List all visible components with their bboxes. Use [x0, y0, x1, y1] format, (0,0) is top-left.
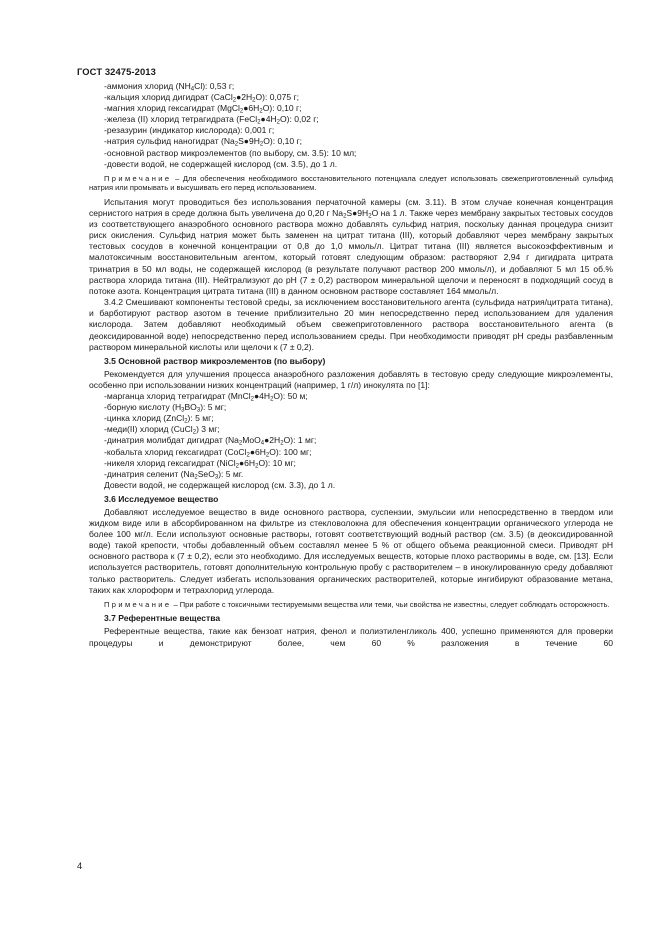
page-content [89, 81, 613, 649]
list-item: -динатрия селенит $(Na_2SeO_3)$: 5 мг. [104, 468, 244, 481]
list-item: -магния хлорид гексагидрат $(MgCl_2●6H_2O)$: 0,10 г; [104, 103, 302, 115]
page-number: 4 [77, 860, 83, 871]
note-label: Примечание [104, 599, 172, 609]
list-item: -меди(II) хлорид (CuCl$_2$) 3 мг; [104, 424, 220, 436]
list-item: -резазурин (индикатор кислорода): 0,001 г; [104, 125, 275, 136]
list-item: -кальция хлорид дигидрат $(CaCl_2●2H_2O)$: 0,075 г; [104, 92, 300, 104]
list-item: -кобальта хлорид гексагидрат $(CoCl_2●6H_2O)$: 100 мг; [104, 446, 312, 458]
paragraph-3-7: Референтные вещества, такие как бензоат натрия, фенол и полиэтиленгликоль 400, успешно применяются для проверки процедуры и демонстрируют более, чем 60 % разложения в течение 60 [89, 626, 613, 648]
list-item: -аммония хлорид $(NH_4Cl)$: 0,53 г; [104, 81, 235, 93]
list-item: -никеля хлорид гексагидрат $(NiCl_2●6H_2O)$: 10 мг; [104, 457, 296, 470]
paragraph-3-6: Добавляют исследуемое вещество в виде основного раствора, суспензии, эмульсии или непосредственно в твердом или жидком виде или в абсорбированном на фильтре из стекловолокна для обеспечения концентрации органического углерода не более 100 мг/л. Если используют основные растворы, готовят соответствующий водный раствор (см. 3.5) (в деоксидированной воде) такой крепости, чтобы добавленный объем составлял менее 5 % от общего объема реакционной смеси. Приводят pH основного раствора к (7 ± 0,2), если это необходимо. Для исследуемых веществ, которые плохо растворимы в воде, см. [13]. Если используется растворитель, готовят дополнительную контрольную пробу с растворителем – в инокулированную среду добавляют только растворитель. Следует избегать использования органических растворителей, которые ингибируют образование метана, таких как хлороформ и тетрахлорид углерода. [89, 506, 613, 595]
note-sodium-sulfide [89, 174, 613, 193]
list-item: -железа (II) хлорид тетрагидрата $(FeCl_2●4H_2O)$: 0,02 г; [104, 114, 319, 126]
note-toxic-substances [89, 600, 613, 610]
standard-header: ГОСТ 32475-2013 [77, 66, 156, 77]
list-item: -цинка хлорид (ZnCl$_2$): 5 мг; [104, 413, 214, 425]
trace-element-list [89, 391, 613, 480]
note-text: – При работе с токсичными тестируемыми вещества или теми, чьи свойства не известны, следует соблюдать осторожность. [171, 599, 610, 609]
note-label: Примечание [104, 173, 172, 183]
paragraph-3-5: Рекомендуется для улучшения процесса анаэробного разложения добавлять в тестовую среду следующие микроэлементы, особенно при использовании низких концентраций (например, 1 г/л) инокулята по [1]: [89, 368, 613, 390]
note-text: – Для обеспечения необходимого восстановительного потенциала следует использовать свежеприготовленный сульфид натрия или промывать и высушивать его перед использованием. [89, 173, 613, 193]
section-heading-3-6: 3.6 Исследуемое вещество [104, 493, 219, 504]
paragraph-glovebox: Испытания могут проводиться без использования перчаточной камеры (см. 3.11). В этом случае конечная концентрация сернистого натрия в среде должна быть увеличена до 0,20 г $Na_2S●9H_2O$ на 1 л. Также через мембрану закрытых тестовых сосудов из соответствующего анаэробного основного раствора можно добавлять сульфид натрия, поскольку данная процедура снизит риск окисления. Сульфид натрия может быть заменен на цитрат титана (III), который добавляют через мембрану закрытых тестовых сосудов в конечной концентрации от 0,8 до 1,0 ммоль/л. Цитрат титана (III) является высокоэффективным и малотоксичным восстановительным агентом, который готовят следующим образом: растворяют 2,94 г дигидрата цитрата тринатрия в 50 мл воды, не содержащей кислород (в результате получают раствор 200 ммоль/л), и добавляют 5 мл 15 об.% раствора хлорида титана (III). Нейтрализуют до pH (7 ± 0,2) раствором минеральной щелочи и переносят в подходящий сосуд в потоке азота. Концентрация цитрата титана (III) в данном основном растворе составляет 164 ммоль/л. [89, 196, 613, 296]
section-heading-3-7: 3.7 Референтные вещества [104, 613, 221, 624]
paragraph-3-4-2: 3.4.2 Смешивают компоненты тестовой среды, за исключением восстановительного агента (сульфида натрия/цитрата титана), и барботируют раствор азотом в течение приблизительно 20 мин непосредственно перед использованием для удаления кислорода. Затем добавляют необходимый объем свежеприготовленного раствора восстановительного агента (в деоксидированной воде) непосредственно перед использованием среды. При необходимости приводят pH среды разбавленным раствором минеральной кислоты или щелочи к (7 ± 0,2). [89, 297, 613, 352]
list-item: -марганца хлорид тетрагидрат $(MnCl_2●4H_2O)$: 50 м; [104, 391, 308, 403]
paragraph-3-5-end: Довести водой, не содержащей кислород (см. 3.3), до 1 л. [104, 479, 336, 490]
list-item: -основной раствор микроэлементов (по выбору, см. 3.5): 10 мл; [104, 147, 357, 158]
list-item: -натрия сульфид наногидрат $(Na_2S●9H_2O)$: 0,10 г; [104, 136, 302, 148]
section-heading-3-5: 3.5 Основной раствор микроэлементов (по выбору) [104, 355, 326, 366]
list-item: -борную кислоту $(H_3BO_3)$: 5 мг; [104, 402, 227, 414]
list-item: -довести водой, не содержащей кислород (см. 3.5), до 1 л. [104, 158, 338, 169]
list-item: -динатрия молибдат дигидрат $(Na_2MoO_4●2H_2O)$: 1 мг; [104, 435, 317, 447]
medium-component-list [89, 81, 613, 170]
